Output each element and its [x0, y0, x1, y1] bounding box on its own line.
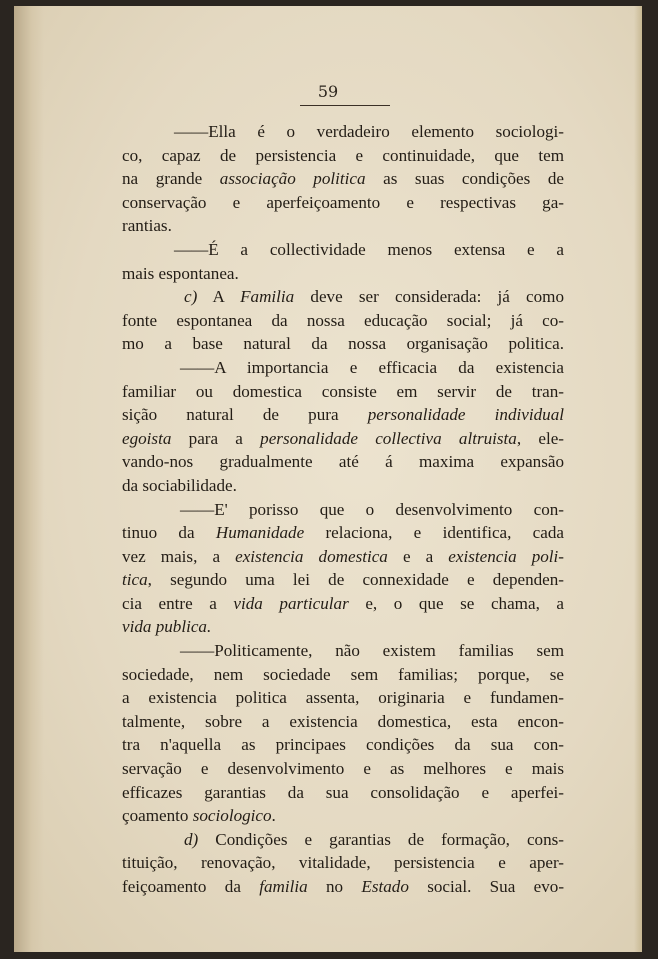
text-segment: ——Politicamente, não existem familias sem	[180, 641, 564, 661]
text-line	[122, 309, 564, 333]
text-segment: conservação e aperfeiçoamento e respectivas ga-	[122, 192, 564, 212]
text-line	[122, 545, 564, 569]
text-line	[122, 710, 564, 734]
text-segment: sociedade, nem sociedade sem familias; porque, se	[122, 664, 564, 684]
text-line	[122, 332, 564, 356]
page-number: 59	[317, 82, 339, 101]
text-line	[122, 663, 564, 687]
italic-text: tica	[122, 570, 148, 590]
text-line	[122, 191, 564, 215]
italic-text: Humanidade	[215, 523, 305, 543]
text-line	[122, 498, 564, 522]
text-segment: mais espontanea.	[122, 263, 239, 283]
italic-text: familia	[259, 877, 308, 896]
text-line	[122, 781, 564, 805]
italic-text: sociologico	[192, 806, 272, 826]
header-rule	[300, 105, 390, 106]
text-segment: social. Sua evo-	[408, 877, 565, 896]
text-segment: relaciona, e identifica, cada	[304, 523, 564, 543]
text-line	[122, 521, 564, 545]
text-line	[122, 615, 564, 639]
italic-text: Familia	[240, 287, 295, 307]
text-segment: para a	[171, 428, 261, 448]
text-segment: efficazes garantias da sua consolidação e aperfei-	[122, 782, 564, 802]
text-segment: familiar ou domestica consiste em servir de tran-	[122, 381, 564, 401]
text-segment: vando-nos gradualmente até á maxima expansão	[122, 452, 564, 472]
text-line	[122, 639, 564, 663]
text-segment: Condições e garantias de formação, cons-	[198, 829, 564, 849]
text-line	[122, 167, 564, 191]
italic-text: c)	[184, 287, 198, 307]
text-line	[122, 828, 564, 852]
text-segment: e, o que se chama, a	[348, 593, 565, 613]
text-segment: e a	[387, 546, 449, 566]
page-gutter-shadow	[14, 6, 44, 952]
italic-text: egoista	[122, 428, 172, 448]
text-segment: cia entre a	[122, 593, 234, 613]
text-segment: na grande	[122, 169, 220, 189]
italic-text: Estado	[361, 877, 409, 896]
text-line	[122, 757, 564, 781]
text-segment: a existencia politica assenta, originaria e fundamen-	[122, 688, 564, 708]
text-segment: ——E' porisso que o desenvolvimento con-	[180, 499, 564, 519]
text-line	[122, 214, 564, 238]
text-segment: tituição, renovação, vitalidade, persistencia e aper-	[122, 853, 564, 873]
italic-text: vida particular	[233, 593, 349, 613]
text-segment: co, capaz de persistencia e continuidade, que tem	[122, 145, 564, 165]
text-segment: , ele-	[516, 428, 565, 448]
text-line	[122, 144, 564, 168]
text-segment: servação e desenvolvimento e as melhores e mais	[122, 759, 564, 779]
text-segment: ——A importancia e efficacia da existencia	[180, 357, 564, 377]
text-segment: da sociabilidade.	[122, 475, 237, 495]
text-line	[122, 238, 564, 262]
text-segment: A	[197, 287, 241, 307]
text-line	[122, 568, 564, 592]
text-line	[122, 804, 564, 828]
italic-text: d)	[184, 829, 199, 849]
text-line	[122, 851, 564, 875]
text-segment: talmente, sobre a existencia domestica, esta encon-	[122, 711, 564, 731]
text-line	[122, 356, 564, 380]
text-segment: fonte espontanea da nossa educação social; já co-	[122, 310, 564, 330]
text-line	[122, 686, 564, 710]
text-line	[122, 120, 564, 144]
text-segment: vez mais, a	[122, 546, 236, 566]
text-line	[122, 403, 564, 427]
text-segment: tra n'aquella as principaes condições da sua con-	[122, 735, 564, 755]
text-segment: .	[271, 806, 276, 826]
text-segment: deve ser considerada: já como	[294, 287, 564, 307]
text-line	[122, 427, 564, 451]
book-page	[14, 6, 642, 952]
text-segment: , segundo uma lei de connexidade e dependen-	[147, 570, 564, 590]
text-line	[122, 380, 564, 404]
body-text	[122, 120, 564, 899]
text-line	[122, 875, 564, 899]
italic-text: vida publica.	[122, 617, 212, 637]
text-segment: mo a base natural da nossa organisação politica.	[122, 334, 564, 354]
italic-text: personalidade individual	[367, 405, 564, 425]
italic-text: existencia domestica	[235, 546, 388, 566]
text-segment: ——Ella é o verdadeiro elemento sociologi-	[174, 122, 564, 141]
text-segment: tinuo da	[122, 523, 216, 543]
text-line	[122, 450, 564, 474]
italic-text: personalidade collectiva altruista	[260, 428, 517, 448]
text-line	[122, 592, 564, 616]
text-segment: çoamento	[122, 806, 193, 826]
text-line	[122, 262, 564, 286]
italic-text: existencia poli-	[448, 546, 564, 566]
text-line	[122, 733, 564, 757]
text-segment: as suas condições de	[365, 169, 564, 189]
text-segment: no	[307, 877, 362, 896]
text-segment: ——É a collectividade menos extensa e a	[174, 239, 564, 259]
text-segment: sição natural de pura	[122, 405, 368, 425]
italic-text: associação politica	[219, 169, 366, 189]
text-line	[122, 285, 564, 309]
text-segment: feiçoamento da	[122, 877, 260, 896]
text-line	[122, 474, 564, 498]
page-edge	[634, 6, 642, 952]
text-segment: rantias.	[122, 216, 172, 236]
